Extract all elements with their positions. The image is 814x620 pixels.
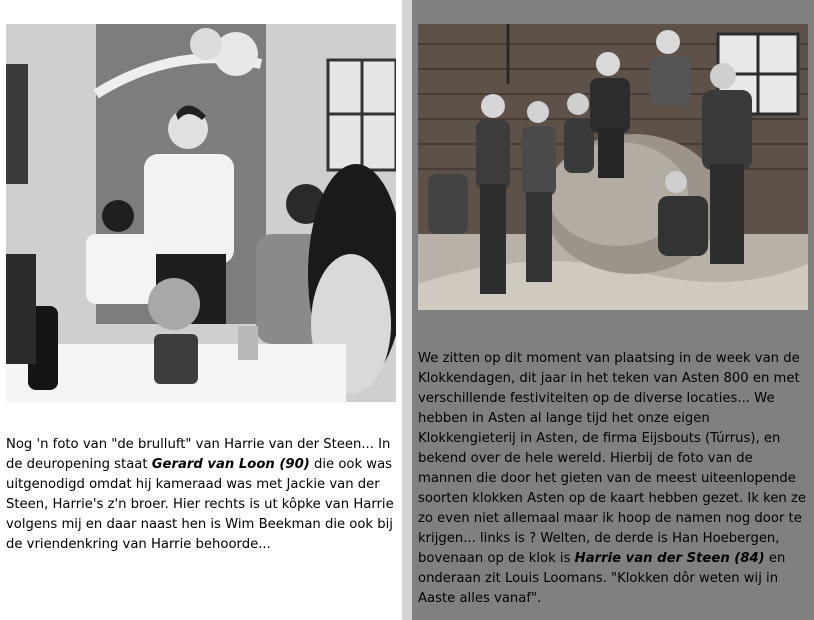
bell-foundry-photo-illustration — [418, 24, 808, 310]
bell-foundry-photo — [418, 24, 808, 310]
right-caption-text-2: en onderaan zit Louis Loomans. "Klokken dôr weten wij in Aaste alles vanaf". — [418, 551, 786, 606]
left-caption-name: Gerard van Loon (90) — [151, 457, 310, 472]
right-caption — [418, 349, 810, 609]
right-caption-text-1: We zitten op dit moment van plaatsing in de week van de Klokkendagen, dit jaar in het teken van Asten 800 en met verschillende festiviteiten op de diverse locaties... We hebben in Asten al lange tijd het onze eigen Klokkengieterij in Asten, de firma Eijsbouts (Túrrus), en bekend over de hele wereld. Hierbij de foto van de mannen die door het gieten van de meest uiteenlopende soorten klokken Asten op de kaart hebben gezet. Ik ken ze zo even niet allemaal maar ik hoop de namen nog door te krijgen... links is ? Welten, de derde is Han Hoebergen, bovenaan op de klok is — [418, 351, 807, 566]
left-caption-text-2: die ook was uitgenodigd omdat hij kameraad was met Jackie van der Steen, Harrie's z'n broer. Hier rechts is ut kôpke van Harrie volgens mij en daar naast hen is Wim Beekman die ook bij de vriendenkring van Harrie behoorde... — [6, 457, 394, 552]
wedding-party-photo — [6, 24, 396, 402]
left-caption-text-1: Nog 'n foto van "de brulluft" van Harrie van der Steen... In de deuropening staat — [6, 437, 391, 472]
right-panel — [412, 0, 814, 620]
panel-divider — [402, 0, 412, 620]
left-caption — [6, 435, 396, 555]
right-caption-name: Harrie van der Steen (84) — [574, 551, 765, 566]
left-panel — [0, 0, 402, 620]
wedding-party-photo-illustration — [6, 24, 396, 402]
